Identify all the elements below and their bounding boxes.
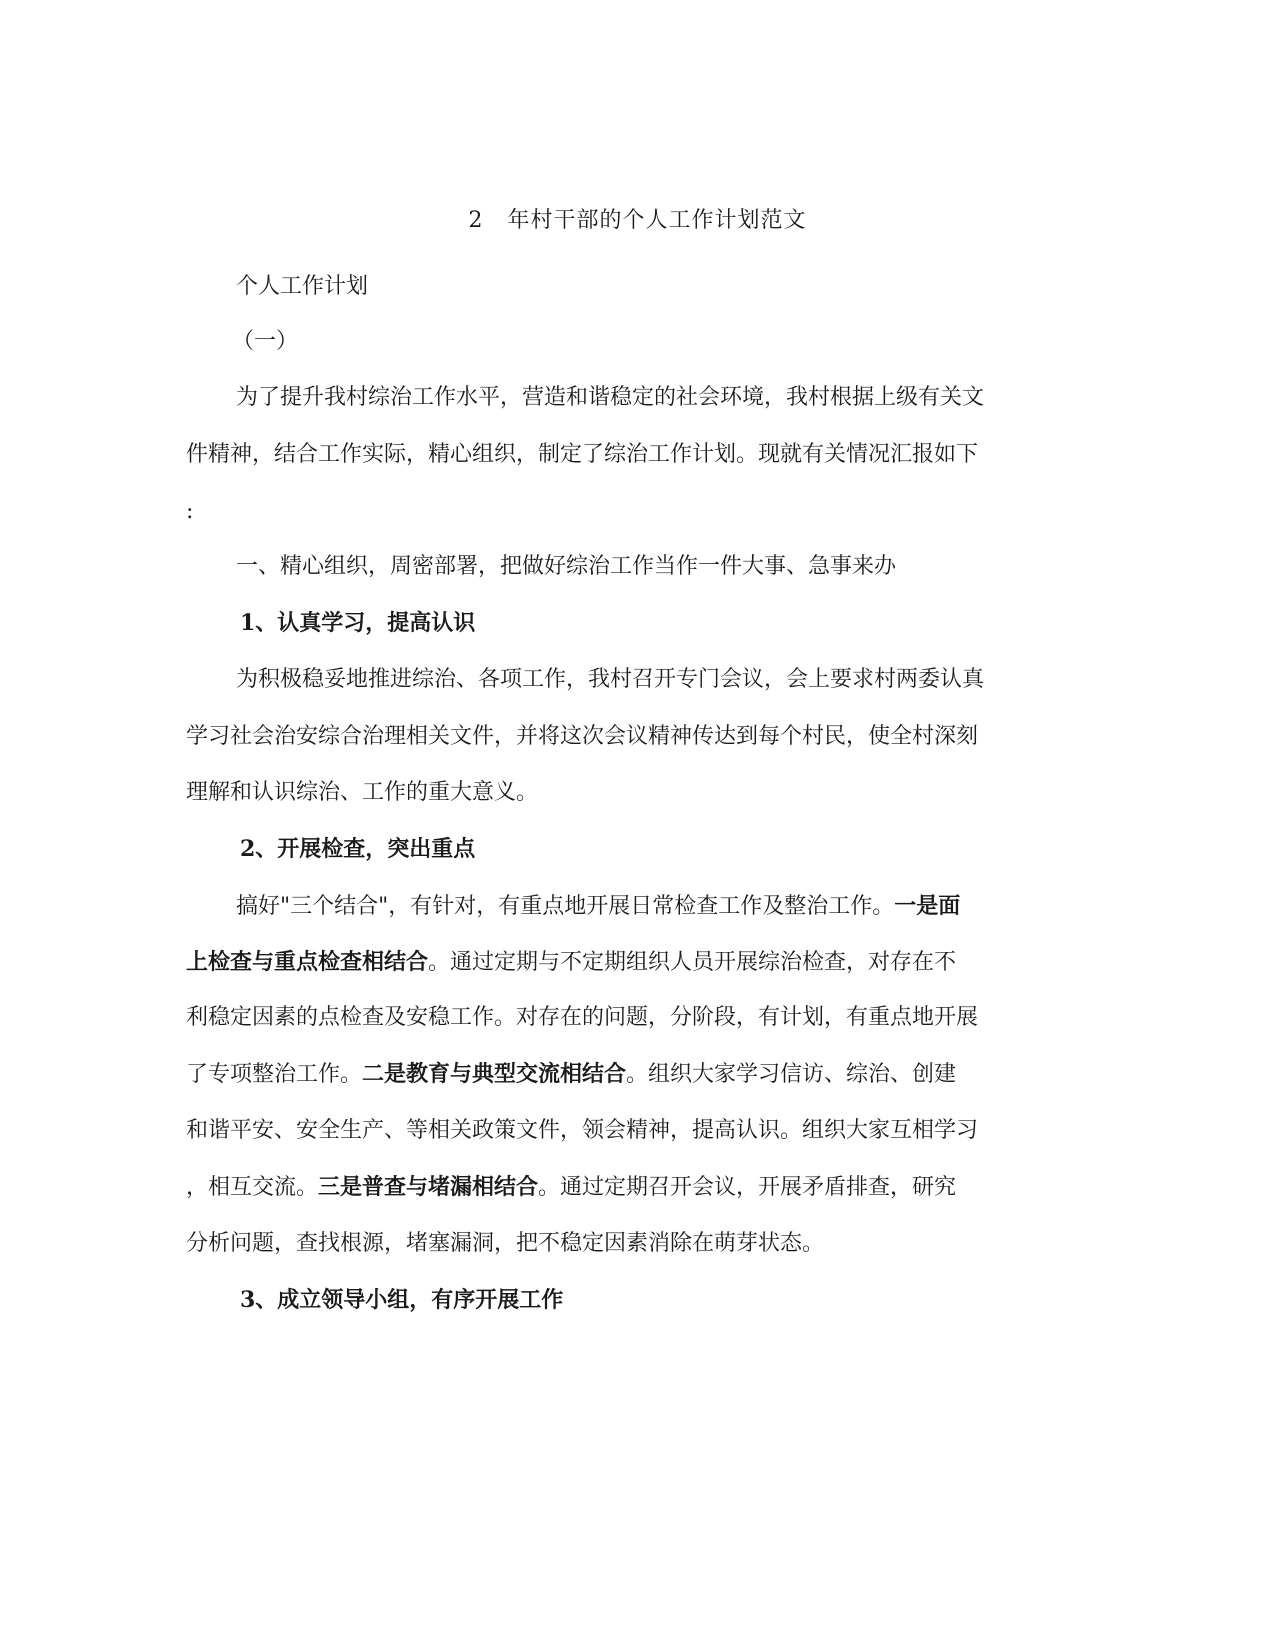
subtitle: 个人工作计划 — [236, 274, 369, 299]
item2-line-3: 利稳定因素的点检查及安稳工作。对存在的问题，分阶段，有计划，有重点地开展 — [186, 1005, 979, 1030]
item2-line-1 — [236, 891, 960, 922]
item2-line-5: 和谐平安、安全生产、等相关政策文件，领会精神，提高认识。组织大家互相学习 — [186, 1118, 979, 1143]
item3-heading: 3、成立领导小组，有序开展工作 — [240, 1287, 564, 1313]
item2-line-4-text-c: 。组织大家学习信访、综治、创建 — [626, 1062, 957, 1087]
section-one-heading: 一、精心组织，周密部署，把做好综治工作当作一件大事、急事来办 — [236, 554, 897, 579]
item2-bold-point-1-end: 上检查与重点检查相结合 — [186, 949, 429, 975]
item1-line-2: 学习社会治安综合治理相关文件，并将这次会议精神传达到每个村民，使全村深刻 — [186, 724, 979, 749]
document-title — [0, 206, 1275, 236]
item2-line-2 — [186, 947, 956, 978]
intro-line-1: 为了提升我村综治工作水平，营造和谐稳定的社会环境，我村根据上级有关文 — [236, 385, 985, 410]
title-number: 2 — [468, 208, 484, 233]
item2-bold-point-2: 二是教育与典型交流相结合 — [362, 1061, 627, 1087]
item2-line-6-text-c: 。通过定期召开会议，开展矛盾排查，研究 — [538, 1175, 957, 1200]
item2-line-7: 分析问题，查找根源，堵塞漏洞，把不稳定因素消除在萌芽状态。 — [186, 1231, 825, 1256]
item2-line-4-text-a: 了专项整治工作。 — [186, 1062, 363, 1087]
part-label: （一） — [232, 329, 299, 354]
item1-heading: 1、认真学习，提高认识 — [240, 610, 476, 636]
item2-line-6 — [186, 1172, 956, 1203]
title-text: 年村干部的个人工作计划范文 — [507, 208, 807, 233]
item2-bold-point-1-start: 一是面 — [894, 893, 961, 919]
intro-line-2: 件精神，结合工作实际，精心组织，制定了综治工作计划。现就有关情况汇报如下 — [186, 442, 979, 467]
intro-line-3: : — [186, 499, 194, 524]
item2-line-1-text: 搞好"三个结合"，有针对，有重点地开展日常检查工作及整治工作。 — [236, 894, 895, 919]
item2-line-6-text-a: ，相互交流。 — [186, 1175, 319, 1200]
item2-heading: 2、开展检查，突出重点 — [240, 836, 476, 862]
item2-line-2-text: 。通过定期与不定期组织人员开展综治检查，对存在不 — [428, 950, 957, 975]
item2-bold-point-3: 三是普查与堵漏相结合 — [318, 1174, 539, 1200]
item1-line-1: 为积极稳妥地推进综治、各项工作，我村召开专门会议，会上要求村两委认真 — [236, 667, 985, 692]
item2-line-4 — [186, 1059, 956, 1090]
item1-line-3: 理解和认识综治、工作的重大意义。 — [186, 780, 539, 805]
